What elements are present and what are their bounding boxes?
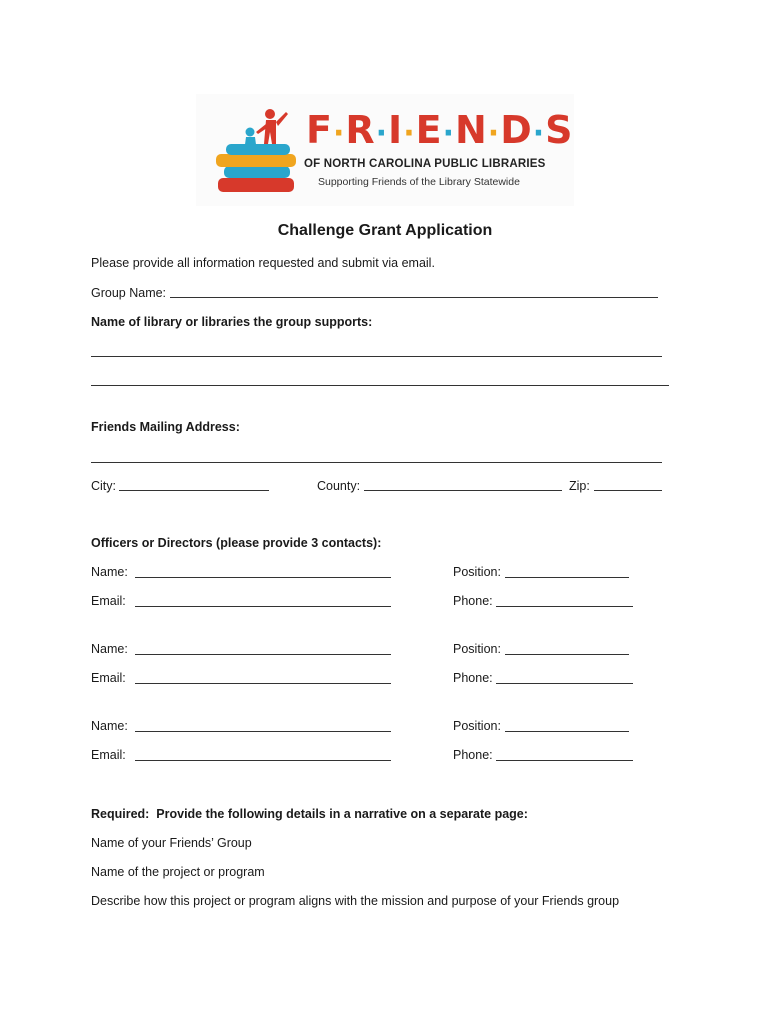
contact-3-phone-field[interactable]: [496, 760, 633, 761]
contact-2-position-field[interactable]: [505, 654, 629, 655]
narrative-item: Describe how this project or program aligns with the mission and purpose of your Friends group: [91, 894, 620, 908]
brand-letter: D: [500, 108, 533, 152]
contact-1-name-field[interactable]: [135, 577, 391, 578]
contact-3-position-label: Position:: [453, 719, 501, 733]
mailing-address-field[interactable]: [91, 462, 662, 463]
contact-2-phone-field[interactable]: [496, 683, 633, 684]
contact-3-position-field[interactable]: [505, 731, 629, 732]
libraries-label: Name of library or libraries the group supports:: [91, 315, 373, 329]
libraries-field-line-1[interactable]: [91, 356, 662, 357]
mailing-address-label: Friends Mailing Address:: [91, 420, 240, 434]
contact-3-phone-label: Phone:: [453, 748, 493, 762]
brand-wordmark: F·R·I·E·N·D·S: [306, 108, 574, 152]
contact-1-phone-field[interactable]: [496, 606, 633, 607]
county-field[interactable]: [364, 490, 562, 491]
contact-3-email-field[interactable]: [135, 760, 391, 761]
narrative-item: Name of your Friends’ Group: [91, 836, 252, 850]
books-stack-icon: [210, 100, 310, 204]
logo-tagline: Supporting Friends of the Library Statewide: [318, 176, 520, 188]
friends-logo: [196, 94, 574, 206]
contact-2-name-label: Name:: [91, 642, 128, 656]
contact-2-email-label: Email:: [91, 671, 126, 685]
contact-1-email-label: Email:: [91, 594, 126, 608]
page-title: Challenge Grant Application: [277, 222, 493, 239]
contact-1-position-label: Position:: [453, 565, 501, 579]
contact-3-email-label: Email:: [91, 748, 126, 762]
county-label: County:: [317, 479, 361, 493]
contact-1-email-field[interactable]: [135, 606, 391, 607]
brand-letter: I: [388, 108, 404, 152]
contact-2-name-field[interactable]: [135, 654, 391, 655]
required-label: Required: Provide the following details in a narrative on a separate page:: [91, 807, 528, 821]
contact-1-phone-label: Phone:: [453, 594, 493, 608]
brand-letter: S: [545, 108, 574, 152]
brand-letter: E: [415, 108, 443, 152]
city-label: City:: [91, 479, 116, 493]
group-name-field[interactable]: [170, 297, 658, 298]
logo-org-name: OF NORTH CAROLINA PUBLIC LIBRARIES: [304, 158, 546, 170]
zip-field[interactable]: [594, 490, 662, 491]
contact-1-name-label: Name:: [91, 565, 128, 579]
contact-2-email-field[interactable]: [135, 683, 391, 684]
libraries-field-line-2[interactable]: [91, 385, 669, 386]
contact-2-position-label: Position:: [453, 642, 501, 656]
brand-letter: R: [345, 108, 376, 152]
city-field[interactable]: [119, 490, 269, 491]
contact-2-phone-label: Phone:: [453, 671, 493, 685]
narrative-item: Name of the project or program: [91, 865, 265, 879]
brand-letter: N: [454, 108, 488, 152]
zip-label: Zip:: [569, 479, 590, 493]
contact-1-position-field[interactable]: [505, 577, 629, 578]
contact-3-name-field[interactable]: [135, 731, 391, 732]
brand-letter: F: [306, 108, 333, 152]
contact-3-name-label: Name:: [91, 719, 128, 733]
intro-text: Please provide all information requested and submit via email.: [91, 256, 435, 270]
officers-label: Officers or Directors (please provide 3 contacts):: [91, 536, 382, 550]
group-name-label: Group Name:: [91, 286, 167, 300]
